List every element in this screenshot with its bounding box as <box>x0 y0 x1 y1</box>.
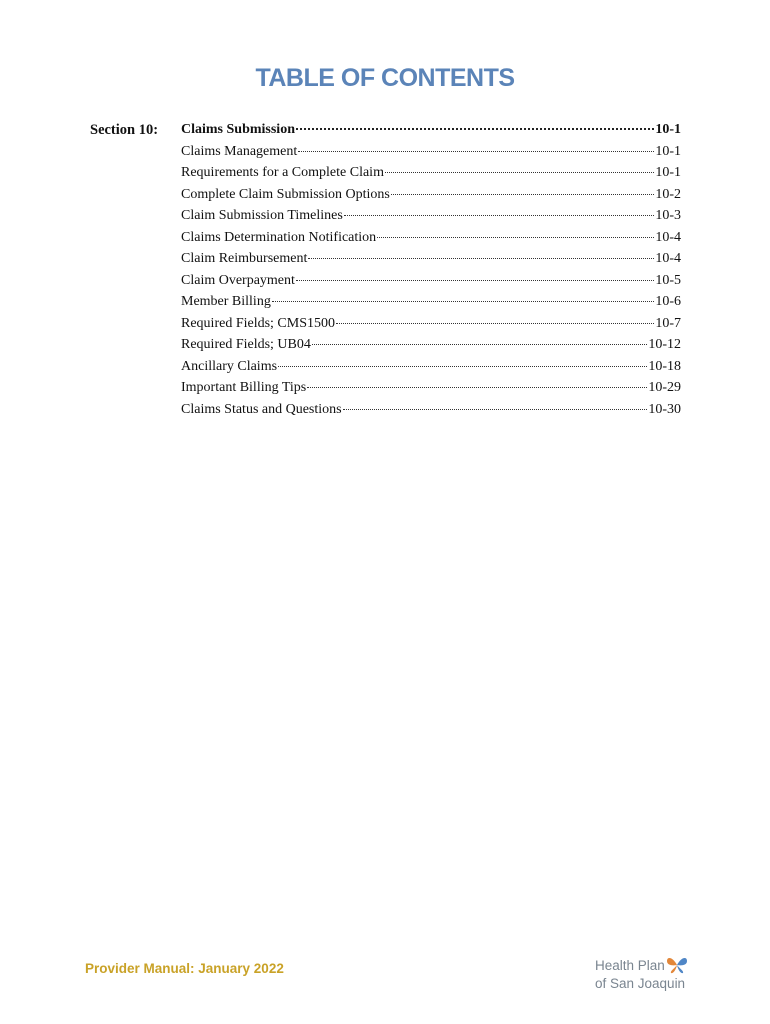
toc-entry[interactable] <box>181 230 681 252</box>
toc-entry[interactable] <box>181 380 681 402</box>
toc-leader-dots <box>312 344 647 345</box>
toc-leader-dots <box>298 151 654 152</box>
toc-entry-page: 10-30 <box>648 401 681 417</box>
toc-entry-page: 10-29 <box>648 380 681 395</box>
toc-leader-dots <box>377 237 654 238</box>
toc-list <box>181 122 681 423</box>
toc-entry[interactable] <box>181 316 681 338</box>
toc-entry-page: 10-6 <box>655 294 681 309</box>
page-title: TABLE OF CONTENTS <box>255 64 515 92</box>
toc-entry-page: 10-18 <box>648 358 681 374</box>
toc-entry-title: Claims Management <box>181 143 298 159</box>
toc-entry-title: Claim Reimbursement <box>181 251 308 266</box>
toc-entry-page: 10-12 <box>648 337 681 352</box>
toc-entry-page: 10-1 <box>655 143 681 159</box>
toc-entry-title: Required Fields; UB04 <box>181 337 311 352</box>
section-label: Section 10: <box>90 122 159 138</box>
toc-entry-title: Important Billing Tips <box>181 380 307 395</box>
toc-entry[interactable] <box>181 273 681 295</box>
toc-entry-page: 10-3 <box>655 208 681 223</box>
toc-leader-dots <box>307 387 647 388</box>
toc-entry-title: Claim Overpayment <box>181 272 295 288</box>
toc-leader-dots <box>336 323 654 324</box>
toc-leader-dots <box>308 258 654 259</box>
toc-entry[interactable] <box>181 144 681 166</box>
toc-entry[interactable] <box>181 251 681 273</box>
health-plan-logo <box>595 955 705 999</box>
toc-leader-dots <box>296 280 654 281</box>
toc-entry[interactable] <box>181 122 681 144</box>
toc-entry-page: 10-5 <box>655 272 681 288</box>
logo-line-2: of San Joaquin <box>595 976 686 991</box>
toc-leader-dots <box>272 301 655 302</box>
toc-entry-page: 10-4 <box>655 251 681 266</box>
toc-entry-page: 10-2 <box>655 186 681 202</box>
toc-entry-page: 10-1 <box>655 165 681 180</box>
butterfly-icon <box>665 955 689 975</box>
toc-entry[interactable] <box>181 187 681 209</box>
footer-manual-date: Provider Manual: January 2022 <box>85 961 284 976</box>
logo-line-1: Health Plan <box>595 958 665 973</box>
toc-entry-page: 10-4 <box>655 229 681 245</box>
toc-leader-dots <box>385 172 654 173</box>
toc-entry-title: Claims Submission <box>181 122 295 137</box>
toc-entry-title: Claims Status and Questions <box>181 401 342 417</box>
toc-entry[interactable] <box>181 208 681 230</box>
toc-entry-title: Ancillary Claims <box>181 358 278 374</box>
toc-entry-title: Required Fields; CMS1500 <box>181 315 336 331</box>
toc-entry[interactable] <box>181 337 681 359</box>
toc-entry-page: 10-1 <box>655 122 681 137</box>
toc-entry-title: Claim Submission Timelines <box>181 208 343 223</box>
toc-entry[interactable] <box>181 294 681 316</box>
toc-entry[interactable] <box>181 402 681 424</box>
toc-entry-title: Requirements for a Complete Claim <box>181 165 384 180</box>
toc-entry-title: Member Billing <box>181 294 271 309</box>
toc-entry-title: Claims Determination Notification <box>181 229 377 245</box>
toc-entry-title: Complete Claim Submission Options <box>181 186 390 202</box>
toc-leader-dots <box>278 366 647 367</box>
toc-leader-dots <box>391 194 654 195</box>
toc-leader-dots <box>343 409 648 410</box>
toc-entry[interactable] <box>181 165 681 187</box>
toc-leader-dots <box>344 215 655 216</box>
toc-leader-dots <box>296 128 654 130</box>
toc-entry[interactable] <box>181 359 681 381</box>
toc-entry-page: 10-7 <box>655 315 681 331</box>
